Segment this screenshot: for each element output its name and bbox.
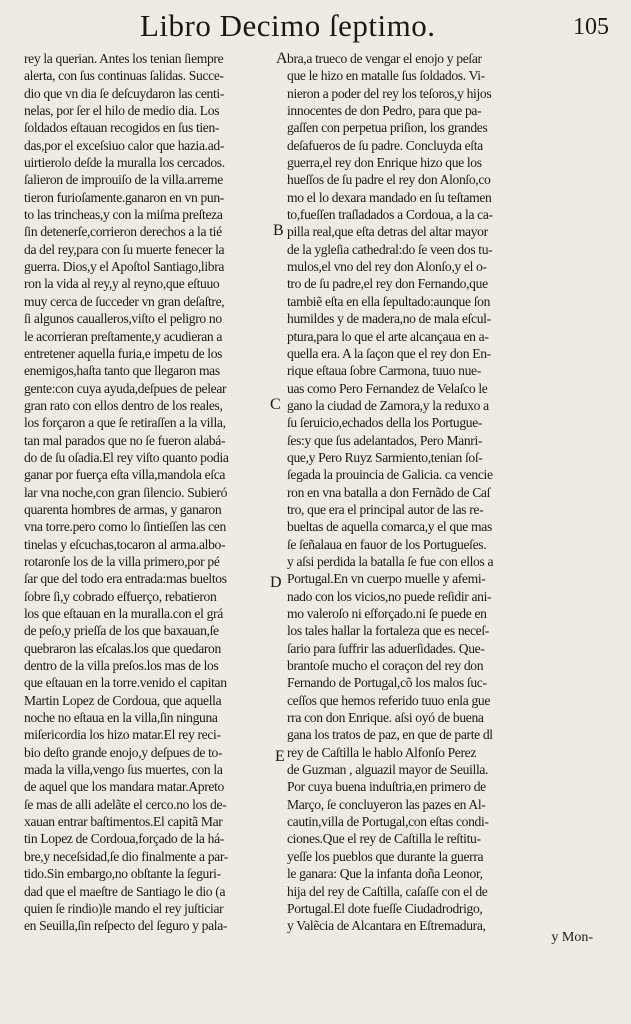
text-line: Portugal.El dote fueſſe Ciudadrodrigo,: [287, 900, 483, 916]
text-line: to,fueſſen traſladados a Cordoua, a la ca-: [287, 207, 493, 223]
left-text-column: [24, 50, 270, 935]
text-line: innocentes de don Pedro, para que pa-: [287, 103, 482, 119]
text-line: bre,y neceſsidad,ſe dio finalmente a par-: [24, 848, 228, 864]
text-line: dad que el maeſtre de Santiago le dio (a: [24, 883, 226, 899]
text-line: gana los tratos de paz, en que de parte dl: [287, 727, 493, 743]
text-line: ſe mas de alli adelãte el cerco.no los de-: [24, 796, 227, 812]
text-line: hija del rey de Caſtilla, caſaſſe con el de: [287, 883, 488, 899]
text-line: Março, ſe concluyeron las pazes en Al-: [287, 796, 486, 812]
text-line: ciones.Que el rey de Caſtilla le reſtitu-: [287, 831, 481, 847]
text-line: guerra,el rey don Enrique hizo que los: [287, 155, 482, 171]
text-line: gaſſen con perpetua priſion, los grandes: [287, 120, 488, 136]
text-line: mo valeroſo ni eſforçado.ni ſe puede en: [287, 606, 487, 621]
text-line: hueſſos de ſu padre el rey don Alonſo,co: [287, 172, 491, 188]
text-line: uas como Pero Fernandez de Velaſco le: [287, 380, 488, 396]
text-line: ſu ſeruicio,echados della los Portugue-: [287, 415, 483, 431]
text-line: que le hizo en matalle ſus ſoldados. Vi-: [287, 68, 485, 84]
text-line: que eſtauan en la torre.venido el capitan: [24, 675, 227, 691]
text-line: ſalieron de improuiſo de la villa.arreme: [24, 172, 223, 188]
text-line: nelas, por ſer el hilo de medio dia. Los: [24, 103, 220, 119]
text-line: dio que vn dia ſe deſcuydaron las centi-: [24, 85, 225, 101]
margin-letter-c: C: [270, 396, 281, 413]
text-line: gano la ciudad de Zamora,y la reduxo a: [287, 397, 489, 413]
text-line: tin Lopez de Cordoua,forçado de la há-: [24, 831, 224, 847]
text-line: que,y Pero Ruyz Sarmiento,tenian ſoſ-: [287, 449, 483, 465]
text-line: dentro de la villa preſos.los mas de los: [24, 658, 219, 674]
text-line: da del rey,para con ſu muerte fenecer la: [24, 241, 225, 257]
text-line: brantoſe mucho el coraçon del rey don: [287, 658, 484, 674]
text-line: humildes y de madera,no de mala eſcul-: [287, 311, 491, 327]
text-line: rey la querian. Antes los tenian ſiempre: [24, 51, 224, 66]
margin-letter-a: A: [276, 50, 288, 67]
text-line: tieron furioſamente.ganaron en vn pun-: [24, 189, 224, 205]
text-line: tambiẽ eſta en ella ſepultado:aunque ſon: [287, 293, 491, 309]
text-line: los tales hallar la fortaleza que es neceſ-: [287, 623, 489, 639]
text-line: y Valẽcia de Alcantara en Eſtremadura,: [287, 918, 486, 934]
margin-letter-b: B: [273, 222, 284, 239]
text-line: tido.Sin embargo,no obſtante la ſeguri-: [24, 866, 221, 882]
page-header: [0, 8, 631, 48]
text-line: nado con los vicios,no puede reſidir ani-: [287, 588, 492, 604]
text-line: le ganara: Que la infanta doña Leonor,: [287, 866, 483, 882]
text-line: de Guzman , alguazil mayor de Seuilla.: [287, 762, 489, 778]
text-line: ron la vida al rey,y al reyno,que eſtuuo: [24, 276, 220, 292]
text-line: to las trincheas,y con la miſma preſteza: [24, 207, 223, 223]
text-line: mo el lo dexara mandado en ſu teſtamen: [287, 189, 492, 205]
text-line: vna torre.pero como lo ſintieſſen las cen: [24, 519, 226, 535]
text-line: rey de Caſtilla le hablo Alfonſo Perez: [287, 744, 477, 760]
text-line: Martin Lopez de Cordoua, que aquella: [24, 692, 222, 708]
text-line: nieron a poder del rey los teſoros,y hijos: [287, 85, 492, 101]
text-line: deſafueros de ſu padre. Concluyda eſta: [287, 137, 483, 153]
text-line: Portugal.En vn cuerpo muelle y afemi-: [287, 571, 486, 587]
text-line: ron en vna batalla a don Fernãdo de Caſ: [287, 484, 491, 500]
text-line: ſes:y que ſus adelantados, Pero Manri-: [287, 432, 483, 448]
text-line: de peſo,y prieſſa de los que baxauan,ſe: [24, 623, 219, 639]
text-line: ſin detenerſe,corrieron derechos a la tié: [24, 224, 222, 240]
text-line: bio deſto grande enojo,y deſpues de to-: [24, 744, 223, 760]
text-line: do de ſu oſadia.El rey viſto quanto podia: [24, 449, 229, 465]
text-line: pilla real,que eſta detras del altar mayor: [287, 224, 488, 240]
text-line: quarenta hombres de armas, y ganaron: [24, 501, 222, 517]
text-line: entretener aquella furia,e impetu de los: [24, 345, 223, 361]
text-line: mada la villa,vengo ſus muertes, con la: [24, 762, 223, 778]
text-line: tinelas y eſcuchas,tocaron al arma.albo-: [24, 536, 226, 552]
text-line: quien ſe rindio)le mando el rey juſticiar: [24, 900, 224, 916]
text-line: en Seuilla,ſin reſpecto del ſeguro y pala-: [24, 918, 228, 934]
text-line: rique eſtaua ſobre Carmona, tuuo nue-: [287, 363, 481, 379]
text-line: ganar por fuerça eſta villa,mandola eſca: [24, 467, 226, 483]
text-line: bueltas de aquella comarca,y el que mas: [287, 519, 492, 535]
text-line: tan mal parados que no ſe fueron alabá-: [24, 432, 226, 448]
text-line: tro de ſu padre,el rey don Fernando,que: [287, 276, 488, 292]
text-line: de aquel que los mandara matar.Apreto: [24, 779, 224, 795]
text-line: cautin,villa de Portugal,con eſtas condi-: [287, 814, 489, 830]
text-line: le acorrieran preſtamente,y acudieran a: [24, 328, 223, 344]
right-text-column: [287, 50, 607, 935]
text-line: noche no eſtaua en la villa,ſin ninguna: [24, 710, 218, 726]
page-number: 105: [573, 14, 609, 40]
text-line: ceſſos que hemos referido tuuo enla gue: [287, 692, 491, 708]
text-line: xauan entrar baſtimentos.El capitã Mar: [24, 814, 223, 830]
text-line: rra con don Enrique. aſsi oyó de buena: [287, 710, 484, 726]
text-line: ſegada la prouincia de Galicia. ca vencie: [287, 467, 493, 483]
margin-letter-e: E: [275, 748, 285, 765]
text-line: ſoldados eſtauan recogidos en ſus tien-: [24, 120, 220, 136]
margin-letter-d: D: [270, 574, 282, 591]
text-line: bra,a trueco de vengar el enojo y peſar: [287, 51, 482, 66]
text-line: rotaronſe los de la villa primero,por pé: [24, 553, 220, 569]
text-line: uirtierolo deſde la muralla los cercados.: [24, 155, 225, 171]
text-line: Por cuya buena induſtria,en primero de: [287, 779, 486, 795]
text-line: enemigos,haſta tanto que llegaron mas: [24, 363, 220, 379]
text-line: ſar que del todo era entrada:mas bueltos: [24, 571, 227, 587]
text-line: ſobre ſi,y cobrado eſfuerço, rebatieron: [24, 588, 217, 604]
text-line: quebraron las eſcalas.los que quedaron: [24, 640, 221, 656]
text-line: los que eſtauan en la muralla.con el grá: [24, 606, 223, 621]
text-line: Fernando de Portugal,cõ los malos ſuc-: [287, 675, 487, 691]
text-line: muy cerca de ſucceder vn gran deſaſtre,: [24, 293, 225, 309]
text-line: ſi algunos caualleros,viſto el peligro no: [24, 311, 222, 327]
text-line: das,por el exceſsiuo calor que hazia.ad-: [24, 137, 225, 153]
text-line: quella era. A la ſaçon que el rey don En-: [287, 345, 491, 361]
text-line: gran rato con ellos dentro de los reales,: [24, 397, 223, 413]
text-line: miſericordia los hizo matar.El rey reci-: [24, 727, 221, 743]
text-line: yeſſe los pueblos que durante la guerra: [287, 848, 484, 864]
text-line: guerra. Dios,y el Apoſtol Santiago,libra: [24, 259, 225, 275]
catchword: y Mon-: [551, 930, 593, 945]
text-line: lar vna noche,con gran ſilencio. Subieró: [24, 484, 228, 500]
text-line: gente:con cuya ayuda,deſpues de pelear: [24, 380, 227, 396]
text-line: mulos,el vno del rey don Alonſo,y el o-: [287, 259, 487, 275]
text-line: ſario para ſuffrir las aduerſidades. Que-: [287, 640, 485, 656]
text-line: ptura,para lo que el arte alcançaua en a-: [287, 328, 489, 344]
text-line: y aſsi perdida la batalla ſe fue con ellos a: [287, 553, 494, 569]
text-line: los forçaron a que ſe retiraſſen a la villa,: [24, 415, 226, 431]
text-line: de la ygleſia cathedral:do ſe veen dos tu-: [287, 241, 493, 257]
text-line: alerta, con ſus continuas ſalidas. Succe-: [24, 68, 224, 84]
text-line: ſe ſeñalaua en fauor de los Portugueſes.: [287, 536, 487, 552]
running-title: Libro Decimo ſeptimo.: [140, 8, 436, 43]
text-line: tro, que era el principal autor de las re-: [287, 501, 484, 517]
